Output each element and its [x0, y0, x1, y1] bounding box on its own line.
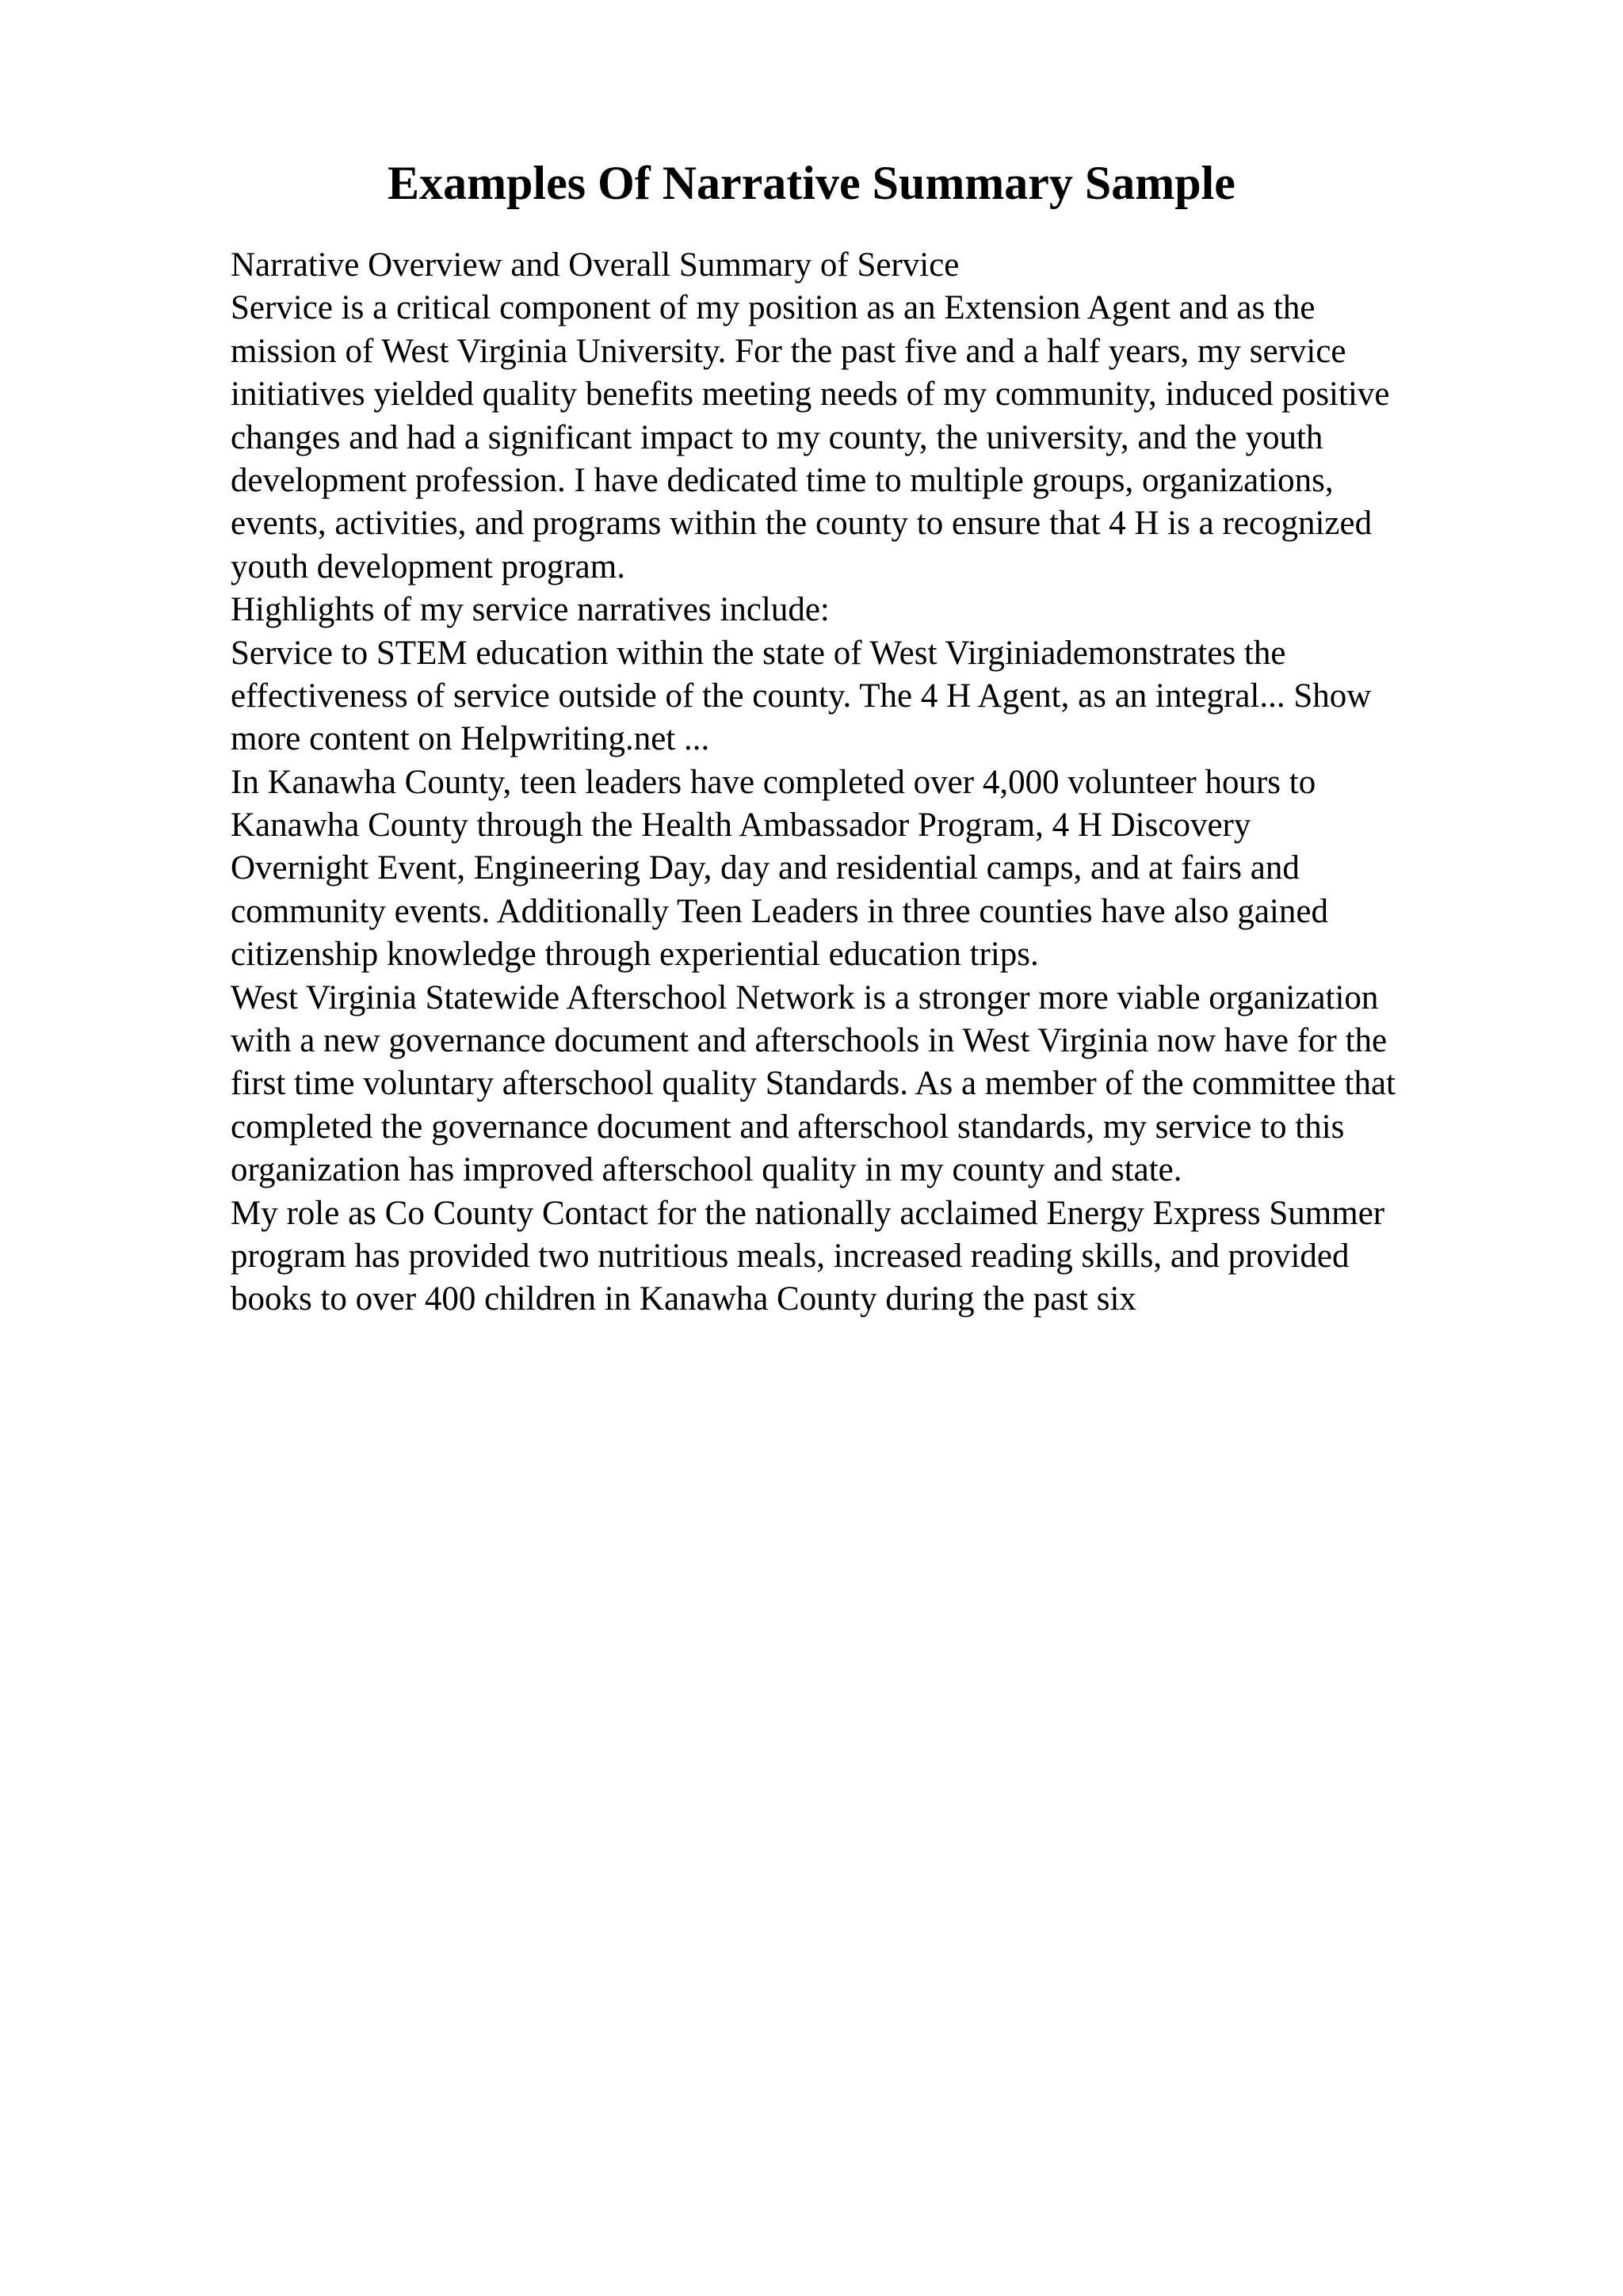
text-line: youth development program. — [231, 547, 625, 585]
text-line: Service to STEM education within the state of West Virginiademonstrates the — [231, 634, 1286, 672]
text-line: first time voluntary afterschool quality Standards. As a member of the committee that — [231, 1065, 1396, 1103]
text-line: Overnight Event, Engineering Day, day and residential camps, and at fairs and — [231, 849, 1300, 887]
text-line: My role as Co County Contact for the nationally acclaimed Energy Express Summer — [231, 1194, 1385, 1232]
text-line: completed the governance document and afterschool standards, my service to this — [231, 1108, 1345, 1146]
text-line: program has provided two nutritious meals, increased reading skills, and provided — [231, 1237, 1350, 1275]
document-body — [231, 244, 1514, 1322]
text-line: mission of West Virginia University. For the past five and a half years, my service — [231, 332, 1346, 370]
text-line: development profession. I have dedicated time to multiple groups, organizations, — [231, 461, 1334, 499]
text-line: citizenship knowledge through experiential education trips. — [231, 936, 1039, 974]
text-line: with a new governance document and afterschools in West Virginia now have for the — [231, 1022, 1388, 1060]
text-line: effectiveness of service outside of the county. The 4 H Agent, as an integral... Show — [231, 677, 1372, 715]
text-line: Narrative Overview and Overall Summary of Service — [231, 246, 960, 284]
text-line: organization has improved afterschool quality in my county and state. — [231, 1151, 1182, 1189]
text-line: Service is a critical component of my position as an Extension Agent and as the — [231, 289, 1316, 327]
text-line: more content on Helpwriting.net ... — [231, 720, 710, 758]
text-line: events, activities, and programs within the county to ensure that 4 H is a recognized — [231, 505, 1373, 543]
text-line: books to over 400 children in Kanawha County during the past six — [231, 1280, 1136, 1318]
text-line: initiatives yielded quality benefits meeting needs of my community, induced positive — [231, 376, 1390, 414]
text-line: community events. Additionally Teen Leaders in three counties have also gained — [231, 892, 1328, 930]
text-line: In Kanawha County, teen leaders have completed over 4,000 volunteer hours to — [231, 763, 1316, 801]
text-line: Kanawha County through the Health Ambassador Program, 4 H Discovery — [231, 807, 1251, 845]
text-line: changes and had a significant impact to my county, the university, and the youth — [231, 418, 1323, 456]
text-line: Highlights of my service narratives include: — [231, 591, 830, 629]
text-line: West Virginia Statewide Afterschool Network is a stronger more viable organization — [231, 978, 1379, 1016]
document-title: Examples Of Narrative Summary Sample — [388, 157, 1235, 209]
